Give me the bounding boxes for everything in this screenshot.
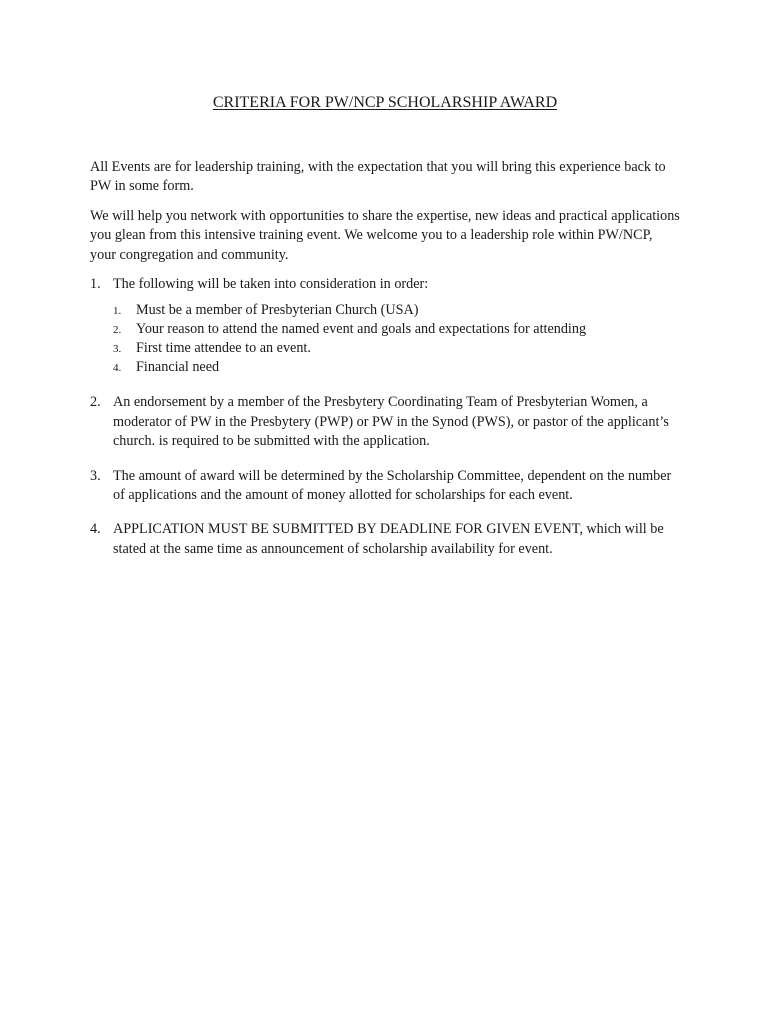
consideration-sublist bbox=[113, 301, 680, 377]
sub-item-text: Your reason to attend the named event and goals and expectations for attending bbox=[136, 321, 587, 338]
sub-item-number: 3. bbox=[113, 343, 122, 356]
sub-item-text: First time attendee to an event. bbox=[136, 340, 311, 357]
sub-item-text: Financial need bbox=[136, 359, 220, 376]
sub-item-4 bbox=[113, 358, 680, 377]
document-body bbox=[90, 158, 680, 574]
criteria-item-3 bbox=[90, 467, 680, 506]
criteria-number: 2. bbox=[90, 394, 101, 411]
criteria-item-1 bbox=[90, 275, 680, 377]
sub-item-number: 4. bbox=[113, 362, 122, 375]
sub-item-number: 1. bbox=[113, 305, 122, 318]
criteria-text: An endorsement by a member of the Presbytery Coordinating Team of Presbyterian Women, a moderator of PW in the Presbytery (PWP) or PW in the Synod (PWS), or pastor of the applicant’s church. is required to be submitted with the application. bbox=[113, 394, 669, 450]
criteria-number: 3. bbox=[90, 467, 101, 484]
criteria-list bbox=[90, 275, 680, 559]
document-title: CRITERIA FOR PW/NCP SCHOLARSHIP AWARD bbox=[212, 94, 558, 111]
criteria-item-2 bbox=[90, 393, 680, 451]
criteria-number: 4. bbox=[90, 521, 101, 538]
sub-item-3 bbox=[113, 339, 680, 358]
criteria-text: The amount of award will be determined by the Scholarship Committee, dependent on the number of applications and the amount of money allotted for scholarships for each event. bbox=[113, 467, 672, 504]
sub-item-number: 2. bbox=[113, 324, 122, 337]
criteria-number: 1. bbox=[90, 276, 101, 293]
network-paragraph: We will help you network with opportunities to share the expertise, new ideas and practical applications you glean from this intensive training event. We welcome you to a leadership role within PW/NCP, your congregation and community. bbox=[90, 207, 680, 263]
criteria-item-4 bbox=[90, 520, 680, 559]
sub-item-2 bbox=[113, 320, 680, 339]
sub-item-text: Must be a member of Presbyterian Church (USA) bbox=[136, 302, 419, 319]
intro-paragraph: All Events are for leadership training, with the expectation that you will bring this experience back to PW in some form. bbox=[90, 159, 666, 195]
criteria-text: APPLICATION MUST BE SUBMITTED BY DEADLINE FOR GIVEN EVENT, which will be stated at the same time as announcement of scholarship availability for event. bbox=[113, 521, 664, 557]
sub-item-1 bbox=[113, 301, 680, 320]
criteria-text: The following will be taken into consideration in order: bbox=[113, 276, 429, 293]
